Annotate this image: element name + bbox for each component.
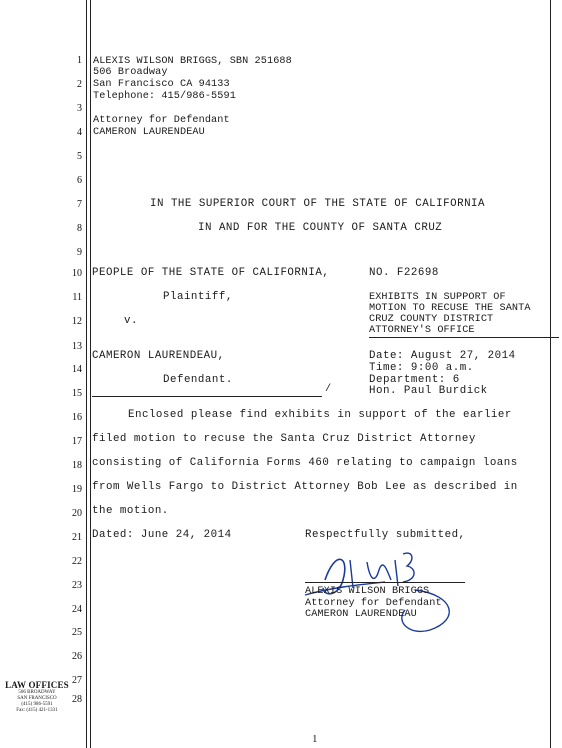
attorney-client: CAMERON LAURENDEAU [93,127,205,138]
case-number: NO. F22698 [369,267,439,279]
body-line-16: Enclosed please find exhibits in support of the earlier [128,409,512,421]
document-title-1: EXHIBITS IN SUPPORT OF [369,292,506,303]
line-number: 9 [77,247,82,258]
law-office-address-2: SAN FRANCISCO [17,696,57,701]
caption-plaintiff: PEOPLE OF THE STATE OF CALIFORNIA, [92,267,330,279]
line-number: 22 [72,556,82,567]
court-title: IN THE SUPERIOR COURT OF THE STATE OF CALIFORNIA [150,198,486,210]
caption-versus: v. [124,315,138,327]
body-line-19: from Wells Fargo to District Attorney Bob Lee as described in [92,481,518,493]
law-office-footer [2,680,72,714]
hearing-time: Time: 9:00 a.m. [369,362,474,374]
law-office-fax: Fax: (415) 421-1331 [16,708,58,713]
line-number: 26 [72,651,82,662]
court-county: IN AND FOR THE COUNTY OF SANTA CRUZ [198,222,443,234]
date-signed: Dated: June 24, 2014 [92,529,232,541]
caption-defendant-label: Defendant. [163,374,233,386]
line-number: 23 [72,580,82,591]
document-title-underline [369,337,559,338]
document-title-4: ATTORNEY'S OFFICE [369,325,475,336]
closing: Respectfully submitted, [305,529,466,541]
attorney-address-2: San Francisco CA 94133 [93,79,230,90]
line-number: 3 [77,103,82,114]
attorney-telephone: Telephone: 415/986-5591 [93,91,236,102]
line-number: 4 [77,127,82,138]
body-line-18: consisting of California Forms 460 relating to campaign loans [92,457,518,469]
attorney-address-1: 506 Broadway [93,67,168,78]
page-number: 1 [312,733,318,745]
line-number: 5 [77,151,82,162]
line-number: 7 [77,199,82,210]
line-number: 17 [72,436,82,447]
line-number: 21 [72,532,82,543]
caption-underline [92,396,322,397]
line-number: 12 [72,316,82,327]
hearing-judge: Hon. Paul Burdick [369,385,488,397]
caption-plaintiff-label: Plaintiff, [163,291,233,303]
line-number: 8 [77,223,82,234]
law-office-phone: (415) 986-5591 [21,702,53,707]
line-number: 28 [72,694,82,705]
line-number: 11 [72,292,82,303]
caption-defendant: CAMERON LAURENDEAU, [92,350,225,362]
line-number: 14 [72,364,82,375]
line-number: 16 [72,412,82,423]
hearing-date: Date: August 27, 2014 [369,350,516,362]
body-line-17: filed motion to recuse the Santa Cruz District Attorney [92,433,476,445]
line-number: 27 [72,675,82,686]
attorney-role: Attorney for Defendant [93,115,230,126]
signer-client: CAMERON LAURENDEAU [305,609,417,620]
line-number: 13 [72,341,82,352]
line-number: 2 [77,79,82,90]
body-line-20: the motion. [92,505,169,517]
signer-role: Attorney for Defendant [305,598,442,609]
hearing-department: Department: 6 [369,374,460,386]
margin-rule-left-outer [86,0,87,748]
line-number: 18 [72,460,82,471]
signature-line [305,582,465,583]
line-number: 24 [72,604,82,615]
line-number: 15 [72,388,82,399]
line-number: 6 [77,175,82,186]
attorney-name: ALEXIS WILSON BRIGGS, SBN 251688 [93,56,292,67]
line-number: 10 [72,268,82,279]
line-number: 19 [72,484,82,495]
margin-rule-left-inner [90,0,91,748]
line-number: 20 [72,508,82,519]
line-number: 1 [77,55,82,66]
line-number: 25 [72,627,82,638]
margin-rule-right [550,0,551,748]
document-title-3: CRUZ COUNTY DISTRICT [369,314,494,325]
signer-name: ALEXIS WILSON BRIGGS [305,586,430,597]
document-title-2: MOTION TO RECUSE THE SANTA [369,303,531,314]
law-office-address-1: 506 BROADWAY [18,690,56,695]
caption-slash: / [325,384,332,395]
law-offices-label: LAW OFFICES [5,680,69,690]
